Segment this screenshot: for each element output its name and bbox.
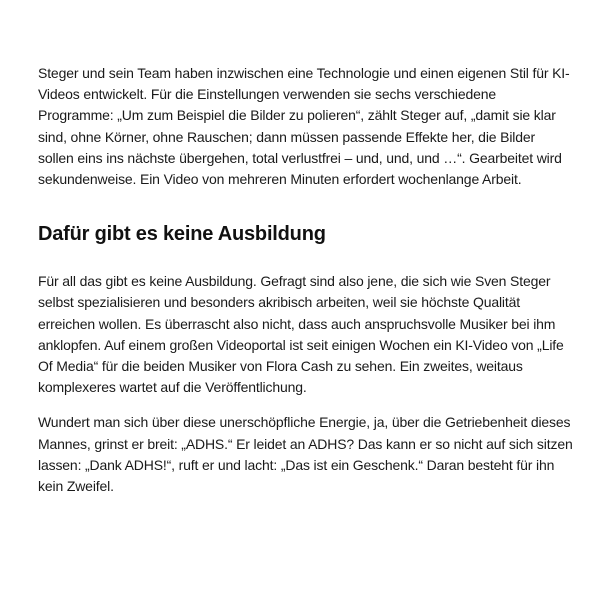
article-paragraph: Wundert man sich über diese unerschöpfliche Energie, ja, über die Getriebenheit dieses Mannes, grinst er breit: „ADHS.“ Er leidet an ADHS? Das kann er so nicht auf sich sitzen lassen: „Dank ADHS!“, ruft er und lacht: „Das ist ein Geschenk.“ Daran besteht für ihn kein Zweifel. [38, 414, 573, 495]
article-body [38, 63, 573, 497]
section-heading: Dafür gibt es keine Ausbildung [38, 223, 326, 246]
article-paragraph: Für all das gibt es keine Ausbildung. Gefragt sind also jene, die sich wie Sven Steger selbst spezialisieren und besonders akribisch arbeiten, weil sie höchste Qualität erreichen wollen. Es überrascht also nicht, dass auch anspruchsvolle Musiker bei ihm anklopfen. Auf einem großen Videoportal ist seit einigen Wochen ein KI-Video von „Life Of Media“ für die beiden Musiker von Flora Cash zu sehen. Ein zweites, weitaus komplexeres wartet auf die Veröffentlichung. [38, 273, 564, 396]
article-paragraph: Steger und sein Team haben inzwischen eine Technologie und einen eigenen Stil für KI-Videos entwickelt. Für die Einstellungen verwenden sie sechs verschiedene Programme: „Um zum Beispiel die Bilder zu polieren“, zählt Steger auf, „damit sie klar sind, ohne Körner, ohne Rauschen; dann müssen passende Effekte her, die Bilder sollen eins ins nächste übergehen, total verlustfrei – und, und, und …“. Gearbeitet wird sekundenweise. Ein Video von mehreren Minuten erfordert wochenlange Arbeit. [38, 65, 570, 188]
